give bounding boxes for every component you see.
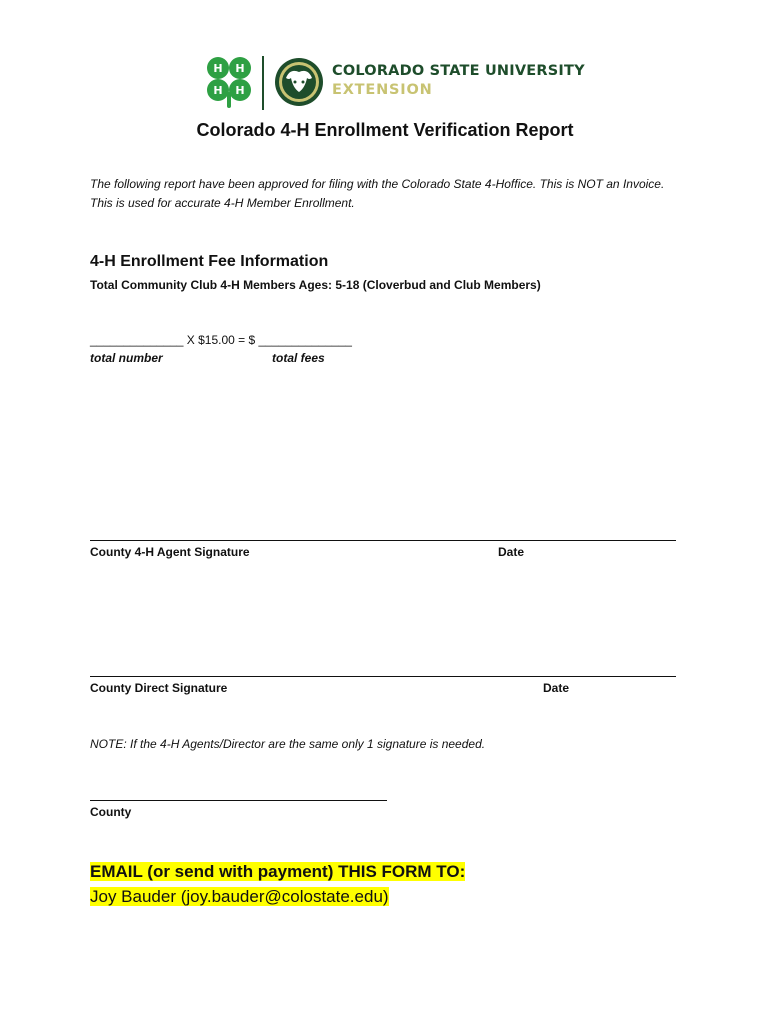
director-signature-line[interactable]: [90, 676, 676, 677]
signature-note: NOTE: If the 4-H Agents/Director are the same only 1 signature is needed.: [90, 737, 486, 751]
logo-divider: [262, 56, 264, 110]
fee-section-subheading: Total Community Club 4-H Members Ages: 5-18 (Cloverbud and Club Members): [90, 278, 541, 292]
agent-signature-label: County 4-H Agent Signature: [90, 545, 250, 559]
agent-date-label: Date: [498, 545, 525, 559]
svg-text:H: H: [213, 84, 223, 97]
fee-section-heading: 4-H Enrollment Fee Information: [90, 253, 329, 270]
email-heading-text: EMAIL (or send with payment) THIS FORM TO:: [90, 862, 466, 881]
total-fees-label: total fees: [272, 351, 325, 365]
email-contact-text[interactable]: Joy Bauder (joy.bauder@colostate.edu): [90, 887, 389, 906]
agent-signature-line[interactable]: [90, 540, 676, 541]
director-date-label: Date: [543, 681, 570, 695]
page-title: Colorado 4-H Enrollment Verification Report: [196, 120, 574, 140]
org-unit: EXTENSION: [332, 82, 433, 98]
county-label: County: [90, 805, 132, 819]
svg-text:H: H: [235, 84, 245, 97]
email-heading: [90, 862, 465, 882]
svg-text:H: H: [235, 62, 245, 75]
email-contact: [90, 887, 389, 907]
county-line[interactable]: [90, 800, 387, 801]
total-number-label: total number: [90, 351, 163, 365]
csu-ram-icon: [274, 56, 324, 108]
fee-formula[interactable]: ______________ X $15.00 = $ ______________: [90, 333, 352, 347]
svg-text:H: H: [213, 62, 223, 75]
director-signature-label: County Direct Signature: [90, 681, 228, 695]
org-name: COLORADO STATE UNIVERSITY: [332, 63, 585, 79]
intro-text: The following report have been approved for filing with the Colorado State 4-Hoffice. This is NOT an Invoice. This is used for accurate 4-H Member Enrollment.: [90, 177, 665, 210]
logo-header: [204, 54, 585, 114]
four-h-clover-icon: [204, 54, 254, 108]
